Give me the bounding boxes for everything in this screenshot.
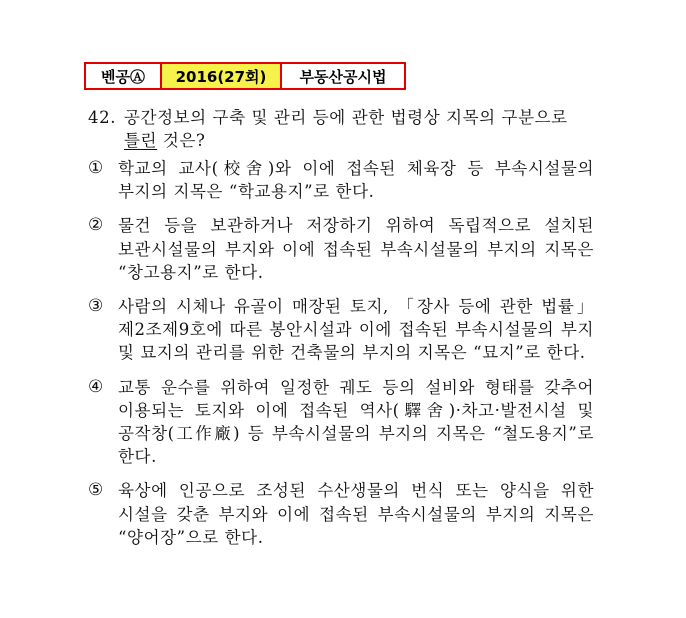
option-marker: ③ [88,296,104,317]
question-number: 42. [88,108,117,127]
question-underlined-word: 틀린 [124,131,158,150]
option-text: 교통 운수를 위하여 일정한 궤도 등의 설비와 형태를 갖추어 이용되는 토지와 이에 접속된 역사(驛舍)·차고·발전시설 및 공작창(工作廠) 등 부속시설물의 부지의 지목은 “철도용지”로 한다. [118,377,594,467]
option-5[interactable] [88,479,594,549]
question-text-after: 것은? [157,131,206,150]
option-3[interactable] [88,295,594,365]
brand-label: 벤공Ⓐ [86,62,162,88]
option-4[interactable] [88,376,594,469]
exam-year-label: 2016(27회) [162,62,282,88]
question-text-before: 공간정보의 구축 및 관리 등에 관한 법령상 지목의 구분으로 [124,108,568,127]
option-1[interactable] [88,157,594,203]
answer-options [88,157,594,560]
option-text: 학교의 교사(校舍)와 이에 접속된 체육장 등 부속시설물의 부지의 지목은 “학교용지”로 한다. [118,159,594,202]
option-marker: ① [88,158,104,178]
option-marker: ⑤ [88,480,104,501]
option-marker: ④ [88,376,104,397]
option-2[interactable] [88,214,594,284]
exam-header [84,62,406,90]
option-text: 물건 등을 보관하거나 저장하기 위하여 독립적으로 설치된 보관시설물의 부지와 이에 접속된 부속시설물의 부지의 지목은 “창고용지”로 한다. [118,216,594,282]
option-text: 사람의 시체나 유골이 매장된 토지, 「장사 등에 관한 법률」 제2조제9호에 따른 봉안시설과 이에 접속된 부속시설물의 부지 및 묘지의 관리를 위한 건축물의 부지의 지목은 “묘지”로 한다. [118,297,594,363]
option-text: 육상에 인공으로 조성된 수산생물의 번식 또는 양식을 위한 시설을 갖춘 부지와 이에 접속된 부속시설물의 부지의 지목은 “양어장”으로 한다. [118,481,594,547]
question-stem [88,106,588,152]
question-text [124,106,588,152]
subject-label: 부동산공시법 [282,62,406,88]
option-marker: ② [88,215,104,236]
